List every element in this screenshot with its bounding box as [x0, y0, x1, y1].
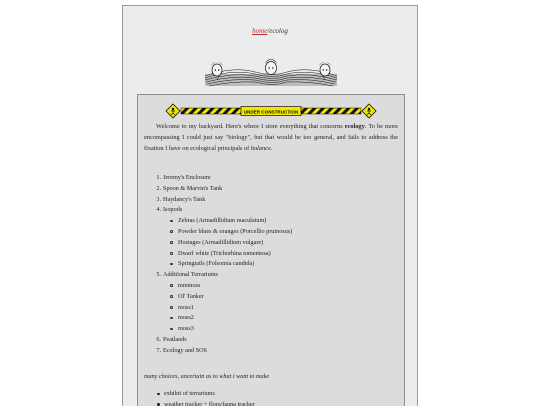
toc-item-link[interactable]: Peatlands — [163, 335, 187, 343]
toc-item-number: 2. — [156, 184, 161, 192]
toc-subitem-link[interactable]: moss2 — [178, 314, 194, 322]
toc-subitem — [154, 313, 394, 324]
intro-bold-text: ecology — [344, 123, 365, 130]
choices-heading: many choices, uncertain as to what i want to make — [144, 373, 270, 380]
toc-item-number: 4. — [156, 206, 161, 214]
circle-bullet-icon — [170, 230, 173, 233]
under-construction-banner — [165, 103, 377, 119]
toc-item — [154, 195, 394, 206]
toc-item-number: 5. — [156, 271, 161, 279]
warning-worker-sign-right-icon — [362, 104, 376, 118]
page-panel — [122, 5, 418, 406]
toc-item — [154, 346, 394, 357]
toc-subitem — [154, 238, 394, 249]
toc-subitem — [154, 216, 394, 227]
toc-item-number: 3. — [156, 195, 161, 203]
toc-item-number: 1. — [156, 174, 161, 181]
toc-subitem-link[interactable]: Springtails (Folsomia candida) — [178, 260, 255, 268]
toc-item-link[interactable]: Additional Terrariums — [163, 271, 218, 279]
list-item — [154, 389, 255, 400]
toc-subitem — [154, 292, 394, 303]
circle-bullet-icon — [170, 295, 173, 298]
toc-item — [154, 184, 394, 195]
disc-bullet-icon — [157, 393, 160, 396]
intro-paragraph — [144, 121, 398, 154]
circle-bullet-icon — [170, 241, 173, 244]
intro-italic-text: balance — [250, 145, 271, 152]
breadcrumb-current: ecolog — [269, 27, 288, 35]
toc-item-link[interactable]: Ecology and SOS — [163, 346, 207, 354]
circle-bullet-icon — [170, 220, 173, 223]
toc-subitem-link[interactable]: moss1 — [178, 303, 194, 311]
table-of-contents — [154, 173, 394, 357]
under-construction-label: UNDER CONSTRUCTION — [243, 109, 299, 115]
toc-subitem — [154, 249, 394, 260]
toc-subitem — [154, 227, 394, 238]
toc-subitem-link[interactable]: Zebras (Armadillidium maculatum) — [178, 217, 267, 225]
toc-item — [154, 335, 394, 346]
circle-bullet-icon — [170, 263, 173, 266]
choices-list — [154, 389, 255, 406]
toc-subitem-link[interactable]: Powder blues & oranges (Porcellio pruinosus) — [178, 227, 293, 235]
circle-bullet-icon — [170, 306, 173, 309]
circle-bullet-icon — [170, 284, 173, 287]
toc-item-link[interactable]: Spoon & Marvin's Tank — [163, 184, 223, 192]
list-item — [154, 400, 255, 406]
intro-text: Welcome to my backyard. Here's where I store everything that concerns — [156, 123, 345, 130]
circle-bullet-icon — [170, 252, 173, 255]
breadcrumb-separator: / — [267, 27, 270, 35]
toc-item — [154, 270, 394, 281]
toc-item-link[interactable]: Jeremy's Enclosure — [163, 174, 211, 181]
list-item-text: exhibit of terrariums — [164, 390, 215, 397]
content-card — [137, 94, 405, 406]
toc-item — [154, 205, 394, 216]
toc-subitem — [154, 281, 394, 292]
toc-subitem-link[interactable]: Dwarf white (Trichorhina tomentosa) — [178, 249, 271, 257]
hair-faces-banner — [203, 52, 339, 90]
list-item-text: weather tracker + flora/fauna tracker — [164, 400, 255, 406]
circle-bullet-icon — [170, 317, 173, 320]
intro-text: . — [270, 145, 273, 152]
toc-item-number: 6. — [156, 335, 161, 343]
breadcrumb — [123, 27, 417, 35]
toc-subitem-link[interactable]: mmmoss — [178, 281, 201, 289]
toc-item — [154, 173, 394, 184]
toc-item-link[interactable]: Isopods — [163, 206, 183, 214]
home-link[interactable]: home — [252, 27, 268, 35]
toc-subitem-link[interactable]: Hostages (Armadillidium vulgare) — [178, 238, 264, 246]
toc-subitem — [154, 259, 394, 270]
toc-subitem — [154, 303, 394, 314]
toc-subitem-link[interactable]: moss3 — [178, 325, 194, 333]
warning-worker-sign-left-icon — [166, 104, 180, 118]
circle-bullet-icon — [170, 328, 173, 331]
intro-text: . To be more encompassing I could just say "biology", but that would be too general, and fails to address the fixation I have on ecological principals of — [144, 123, 398, 152]
toc-subitem — [154, 324, 394, 335]
toc-item-number: 7. — [156, 346, 161, 354]
toc-item-link[interactable]: Haydancy's Tank — [163, 195, 206, 203]
toc-subitem-link[interactable]: Ol' Tanker — [178, 292, 204, 300]
